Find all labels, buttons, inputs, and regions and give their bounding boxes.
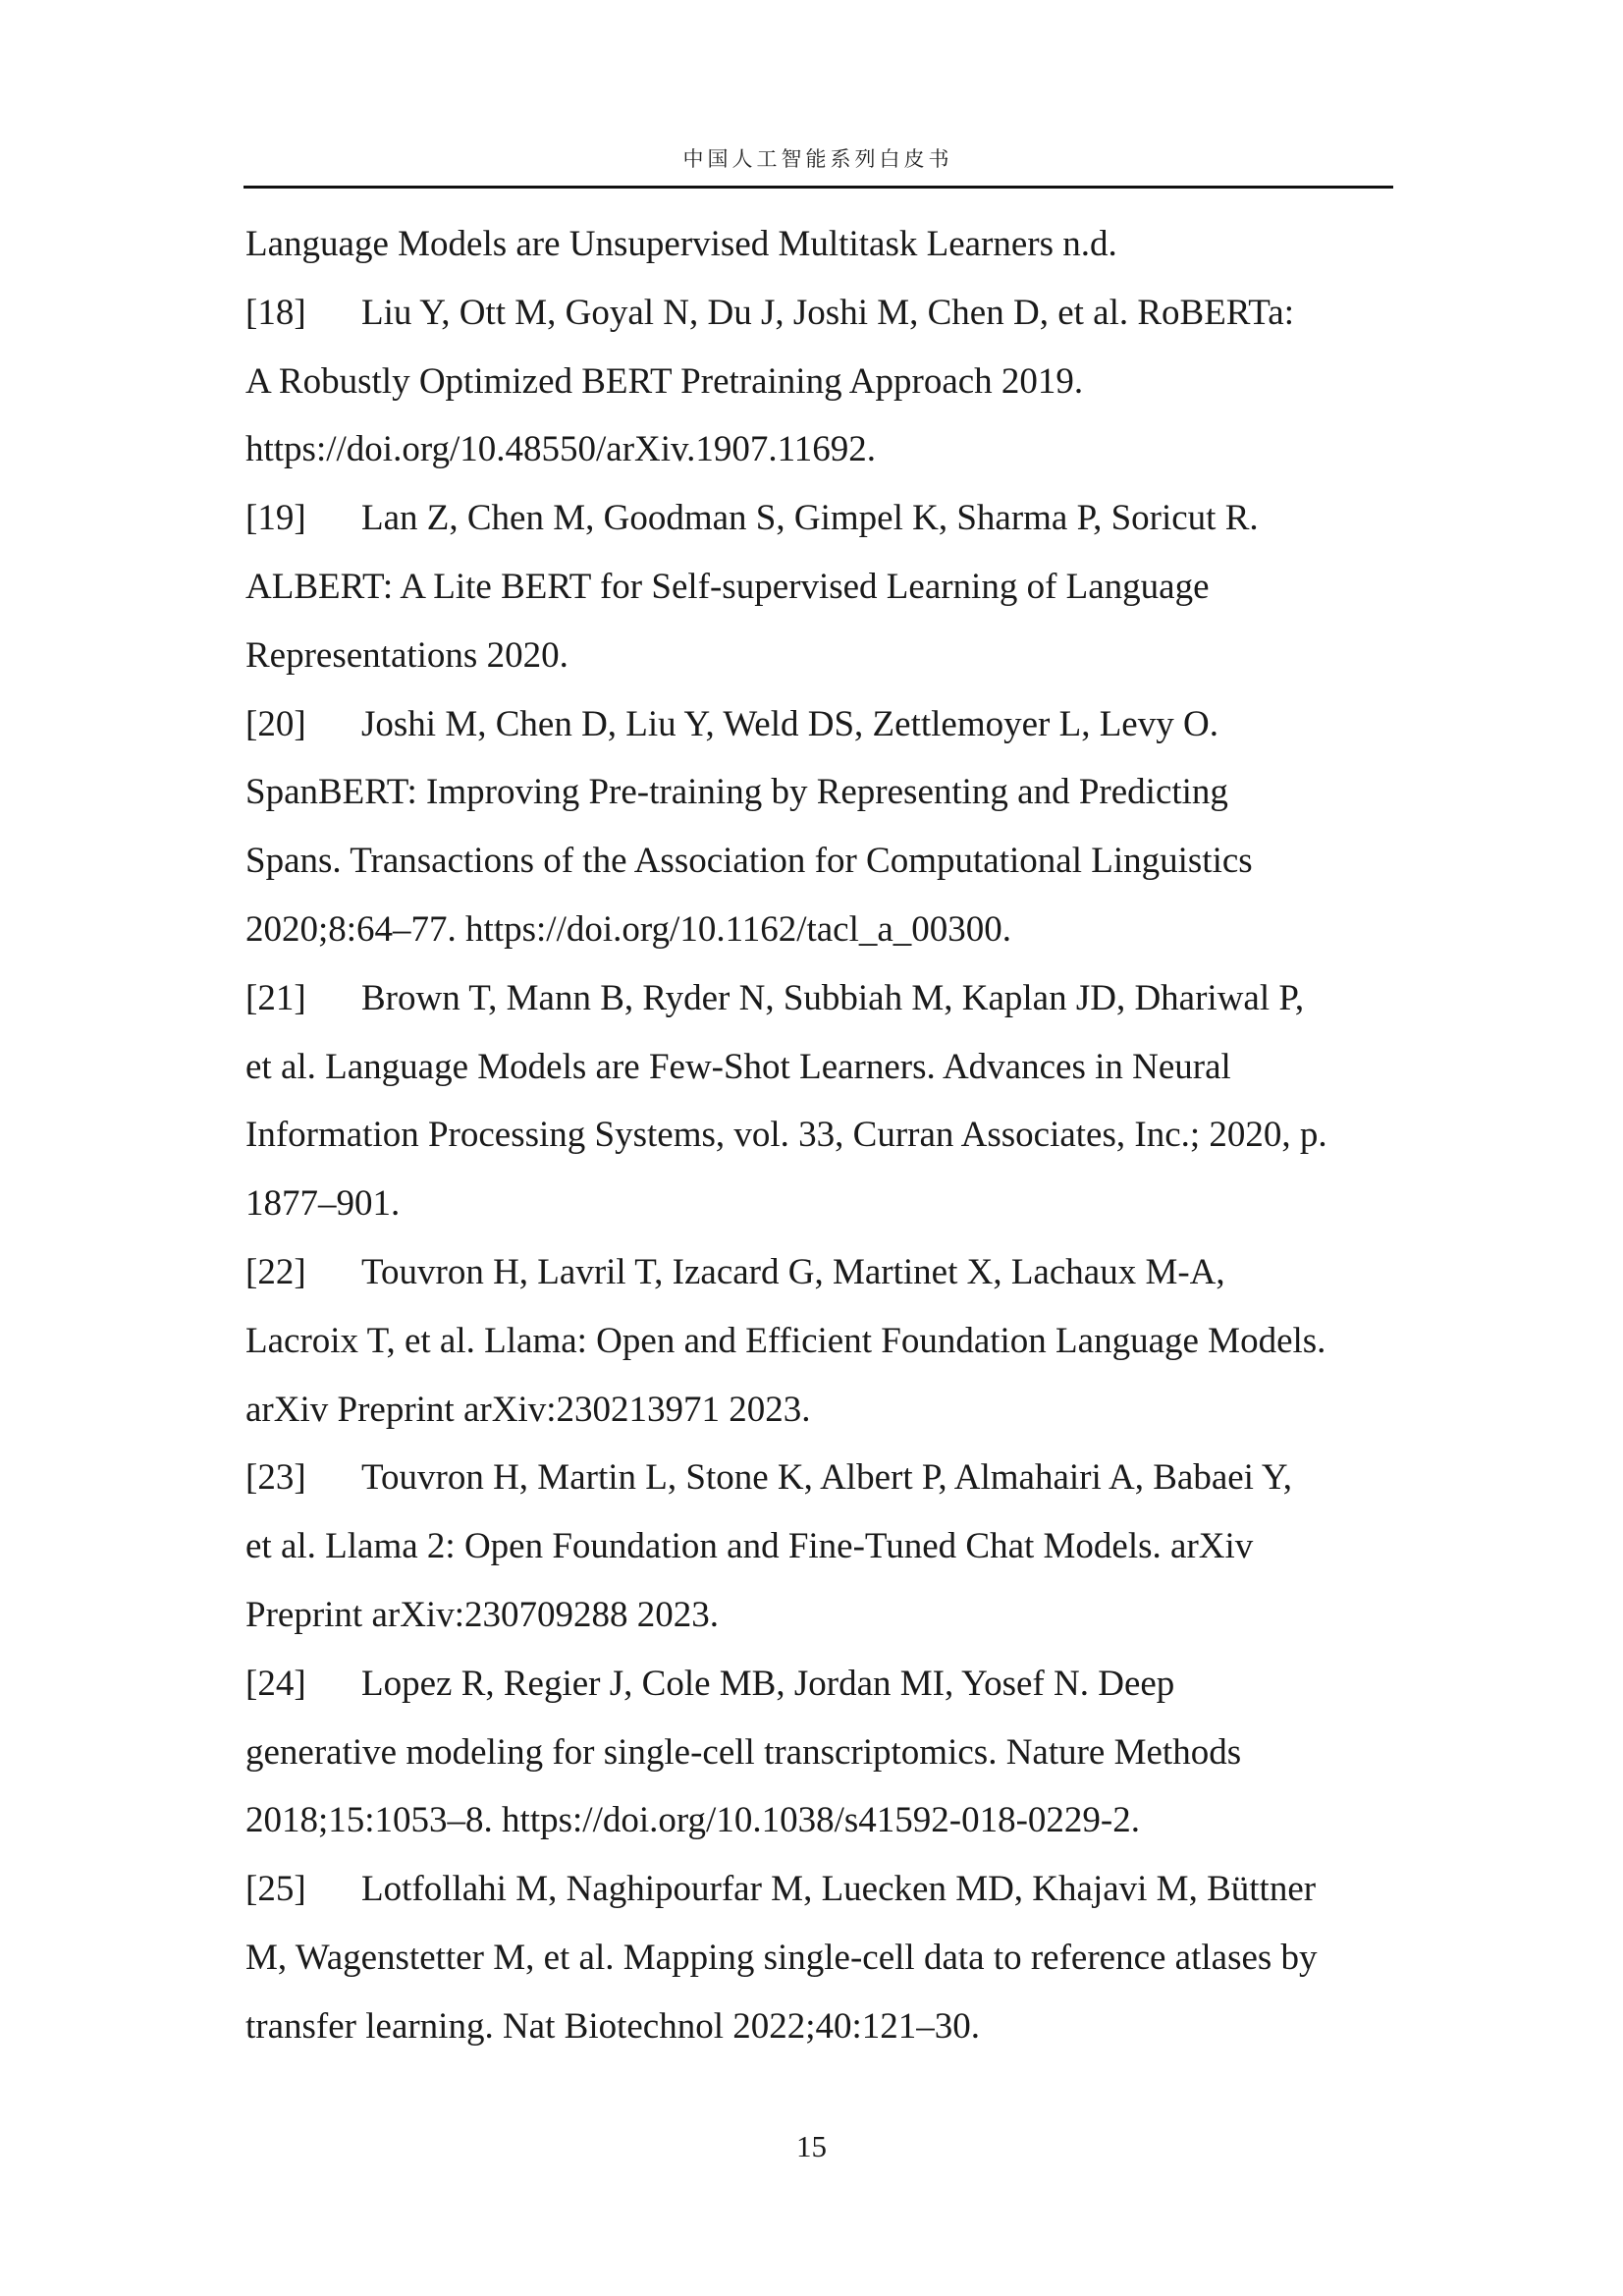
- reference-text: SpanBERT: Improving Pre-training by Representing and Predicting: [245, 772, 1228, 813]
- reference-text: A Robustly Optimized BERT Pretraining Approach 2019.: [245, 360, 1084, 402]
- reference-doi-link[interactable]: 2018;15:1053–8. https://doi.org/10.1038/s41592-018-0229-2.: [245, 1800, 1140, 1841]
- reference-text: Lan Z, Chen M, Goodman S, Gimpel K, Sharma P, Soricut R.: [361, 498, 1259, 539]
- reference-22: [245, 1238, 1414, 1444]
- reference-text: Spans. Transactions of the Association for Computational Linguistics: [245, 841, 1253, 882]
- reference-20: [245, 690, 1414, 964]
- reference-text: Information Processing Systems, vol. 33, Curran Associates, Inc.; 2020, p.: [245, 1115, 1327, 1156]
- reference-number: [25]: [245, 1869, 306, 1910]
- reference-21: [245, 964, 1414, 1238]
- reference-25: [245, 1855, 1414, 2060]
- reference-text: et al. Language Models are Few-Shot Learners. Advances in Neural: [245, 1046, 1231, 1087]
- reference-text: arXiv Preprint arXiv:230213971 2023.: [245, 1389, 811, 1430]
- reference-23: [245, 1444, 1414, 1649]
- reference-text: Preprint arXiv:230709288 2023.: [245, 1594, 719, 1635]
- reference-text: Joshi M, Chen D, Liu Y, Weld DS, Zettlemoyer L, Levy O.: [361, 703, 1218, 744]
- running-header: 中国人工智能系列白皮书: [682, 147, 953, 171]
- reference-text: Liu Y, Ott M, Goyal N, Du J, Joshi M, Chen D, et al. RoBERTa:: [361, 292, 1294, 333]
- reference-text: 1877–901.: [245, 1183, 401, 1225]
- reference-text: et al. Llama 2: Open Foundation and Fine-Tuned Chat Models. arXiv: [245, 1526, 1254, 1567]
- reference-19: [245, 484, 1414, 689]
- page-number: 15: [796, 2129, 827, 2163]
- reference-number: [24]: [245, 1663, 306, 1704]
- reference-text: ALBERT: A Lite BERT for Self-supervised Learning of Language: [245, 566, 1210, 607]
- reference-text: Touvron H, Lavril T, Izacard G, Martinet X, Lachaux M-A,: [361, 1251, 1225, 1292]
- reference-18: [245, 279, 1414, 484]
- reference-number: [20]: [245, 703, 306, 744]
- reference-doi-link[interactable]: https://doi.org/10.48550/arXiv.1907.11692.: [245, 429, 877, 470]
- reference-text: transfer learning. Nat Biotechnol 2022;40:121–30.: [245, 2005, 981, 2047]
- reference-text: Lacroix T, et al. Llama: Open and Efficient Foundation Language Models.: [245, 1320, 1326, 1361]
- reference-continuation: Language Models are Unsupervised Multitask Learners n.d.: [245, 224, 1117, 264]
- reference-text: Touvron H, Martin L, Stone K, Albert P, Almahairi A, Babaei Y,: [361, 1457, 1293, 1499]
- reference-number: [22]: [245, 1251, 306, 1292]
- reference-text: Lotfollahi M, Naghipourfar M, Luecken MD, Khajavi M, Büttner: [361, 1869, 1317, 1910]
- reference-text: Representations 2020.: [245, 634, 568, 676]
- reference-text: Lopez R, Regier J, Cole MB, Jordan MI, Yosef N. Deep: [361, 1663, 1175, 1704]
- reference-number: [19]: [245, 498, 306, 539]
- reference-number: [23]: [245, 1457, 306, 1499]
- reference-text: generative modeling for single-cell transcriptomics. Nature Methods: [245, 1731, 1242, 1773]
- reference-number: [18]: [245, 292, 306, 333]
- reference-24: [245, 1650, 1414, 1855]
- reference-list: [245, 210, 1414, 2061]
- reference-text: Brown T, Mann B, Ryder N, Subbiah M, Kaplan JD, Dhariwal P,: [361, 977, 1305, 1018]
- reference-number: [21]: [245, 977, 306, 1018]
- reference-text: M, Wagenstetter M, et al. Mapping single-cell data to reference atlases by: [245, 1937, 1318, 1978]
- reference-doi-link[interactable]: 2020;8:64–77. https://doi.org/10.1162/tacl_a_00300.: [245, 908, 1012, 950]
- header-rule: [243, 186, 1393, 189]
